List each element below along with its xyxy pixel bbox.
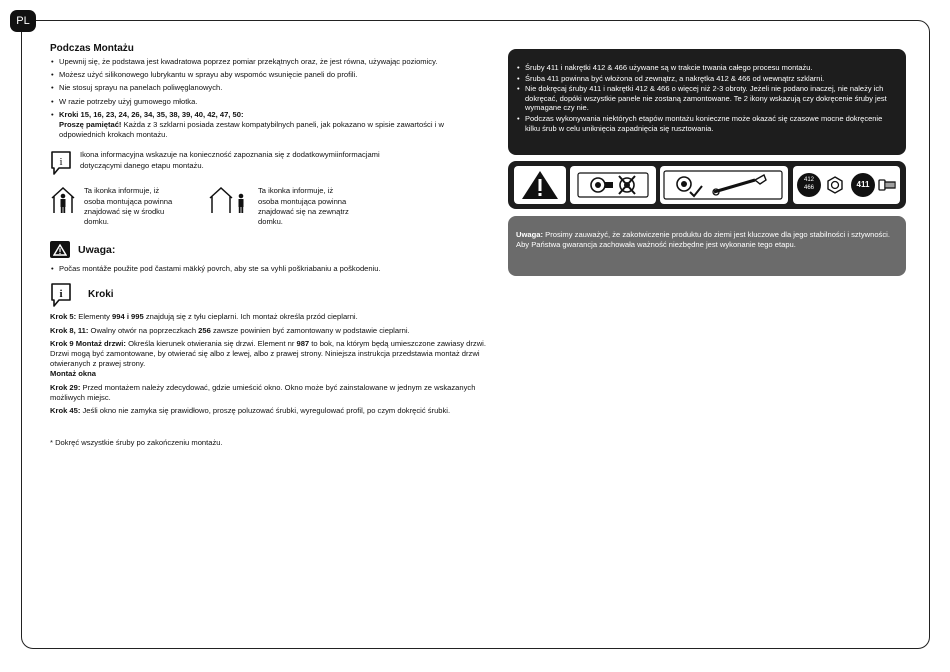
- step-label: Krok 5:: [50, 312, 77, 322]
- do-not-tighten-panel: [570, 166, 656, 204]
- bolt-info-box: [508, 49, 906, 155]
- nut-label-bottom: 466: [803, 185, 814, 191]
- left-column: [50, 43, 490, 448]
- step-part-number: 256: [198, 325, 211, 335]
- step-paragraph: [50, 326, 490, 336]
- fixings-panel: [793, 166, 900, 204]
- step-text: zawsze powinien być zamontowany w podstawie cieplarni.: [210, 325, 410, 335]
- bolt-info-list: [516, 63, 898, 133]
- tighten-panel: [660, 166, 788, 204]
- tightening-icons-strip: [508, 161, 906, 209]
- step-part-number: 987: [296, 338, 310, 348]
- step-text: Jeśli okno nie zamyka się prawidłowo, proszę poluzować śrubki, wyregulować profil, po czym dokręcić śrubki.: [80, 406, 451, 416]
- step-text: to bok, na którym będą umieszczone zawiasy drzwi. Drzwi mogą być zamontowane, by otwierać się albo z lewej, albo z prawej strony. Niniejsza instrukcja przedstawia montaż drzwi otwieranych z prawej strony.: [50, 338, 486, 369]
- step-text: znajdują się z tyłu cieplarni. Ich montaż określa przód cieplarni.: [143, 312, 358, 322]
- info-icon: [50, 282, 72, 308]
- warning-list: [50, 264, 490, 274]
- person-inside-house-icon: [50, 186, 76, 214]
- bullet-item: • Nie stosuj sprayu na panelach poliwęglanowych.: [50, 83, 490, 93]
- step-paragraph: [50, 339, 490, 370]
- bullet-item: • Upewnij się, że podstawa jest kwadratowa poprzez pomiar przekątnych oraz, że jest równa, używając poziomicy.: [50, 57, 490, 67]
- steps-heading: [50, 282, 490, 308]
- step-label: Krok 9 Montaż drzwi:: [50, 338, 126, 348]
- info-legend: [50, 150, 490, 176]
- nut-icon: [825, 175, 845, 195]
- svg-text:i: i: [59, 288, 63, 301]
- warning-icon: [50, 241, 70, 258]
- bullet-item: • W razie potrzeby użyj gumowego młotka.: [50, 97, 490, 107]
- steps-label: Kroki: [59, 109, 79, 119]
- do-not-tighten-icon: [570, 166, 656, 204]
- tighten-with-spanner-icon: [660, 166, 788, 204]
- remember-label: Proszę pamiętać!: [59, 120, 122, 130]
- step-paragraph: [50, 383, 490, 403]
- language-badge: PL: [10, 10, 36, 32]
- step-text: Elementy: [76, 312, 113, 322]
- bullet-item-steps: [50, 110, 490, 141]
- bolt-icon: [877, 175, 897, 195]
- remember-text: Każda z 3 szklarni posiada zestaw kompatybilnych paneli, jak pokazano w spisie zawartości i w odpowiednich krokach montażu.: [59, 120, 444, 140]
- bolt-info-item: • Śruba 411 powinna być włożona od zewnątrz, a nakrętka 412 & 466 od wewnątrz szklarni.: [516, 74, 898, 84]
- note-text: Prosimy zauważyć, że zakotwiczenie produktu do ziemi jest kluczowe dla jego stabilności i sztywności. Aby Państwa gwarancja zachowała ważność niezbędne jest wykonanie tego etapu.: [516, 230, 890, 249]
- person-inside-text: Ta ikonka informuje, iż osoba montująca powinna znajdować się w środku domku.: [84, 186, 173, 227]
- bolt-info-item: • Nie dokręcaj śruby 411 i nakrętki 412 & 466 o więcej niż 2-3 obroty. Jeżeli nie podano inaczej, nie należy ich dokręcać, dopóki wszystkie panele nie zostaną zamontowane. Te 2 ikony wskazują czy dokręcenie śruby jest wymagane czy nie.: [516, 84, 898, 113]
- warning-heading: [50, 241, 490, 258]
- footnote: * Dokręć wszystkie śruby po zakończeniu montażu.: [50, 438, 223, 448]
- warning-panel: [514, 166, 566, 204]
- note-label: Uwaga:: [516, 230, 544, 239]
- step-text: Określa kierunek otwierania się drzwi. Element nr: [125, 338, 297, 348]
- person-legend: [50, 186, 490, 227]
- info-text: Ikona informacyjna wskazuje na konieczność zapoznania się z dodatkowymiinformacjami dotyczącymi danego etapu montażu.: [80, 150, 380, 170]
- svg-text:i: i: [59, 156, 63, 169]
- step-text: Przed montażem należy zdecydować, gdzie umieścić okno. Okno może być zainstalowane w jednym ze wskazanych możliwych miejsc.: [50, 382, 476, 402]
- warning-triangle-icon: [514, 166, 566, 204]
- section-title: Podczas Montażu: [50, 43, 134, 54]
- bolt-info-item: • Śruby 411 i nakrętki 412 & 466 używane są w trakcie trwania całego procesu montażu.: [516, 63, 898, 73]
- steps-title: Kroki: [88, 289, 114, 301]
- step-label: Krok 29:: [50, 382, 81, 392]
- anchoring-note-box: [508, 216, 906, 276]
- step-label: Krok 8, 11:: [50, 325, 89, 335]
- nut-label-top: 412: [803, 177, 814, 183]
- bolt-info-item: • Podczas wykonywania niektórych etapów montażu konieczne może okazać się czasowe mocne dokręcenie kilku śrub w celu uniknięcia zapadnięcia się rusztowania.: [516, 114, 898, 133]
- warning-title: Uwaga:: [78, 243, 116, 256]
- step-paragraph: [50, 312, 490, 322]
- bolt-label: 411: [856, 180, 870, 189]
- step-label: Krok 45:: [50, 406, 81, 416]
- steps-numbers: 15, 16, 23, 24, 26, 34, 35, 38, 39, 40, 42, 47, 50:: [78, 109, 244, 119]
- steps-list: [50, 312, 490, 416]
- step-part-number: 994 i 995: [112, 312, 144, 322]
- step-paragraph: [50, 406, 490, 416]
- person-outside-legend: [208, 186, 366, 227]
- info-icon: [50, 150, 72, 176]
- person-outside-house-icon: [208, 186, 250, 214]
- step-text: Owalny otwór na poprzeczkach: [88, 325, 199, 335]
- person-inside-legend: [50, 186, 208, 227]
- person-outside-text: Ta ikonka informuje, iż osoba montująca powinna znajdować się na zewnątrz domku.: [258, 186, 349, 227]
- assembly-bullets: [50, 57, 490, 140]
- bullet-item: • Możesz użyć silikonowego lubrykantu w sprayu aby wspomóc wsunięcie paneli do profili.: [50, 70, 490, 80]
- window-title: Montaż okna: [50, 369, 96, 379]
- warning-bullet: • Počas montáže použite pod častami mäkký povrch, aby ste sa vyhli poškriabaniu a poškodeniu.: [50, 264, 490, 274]
